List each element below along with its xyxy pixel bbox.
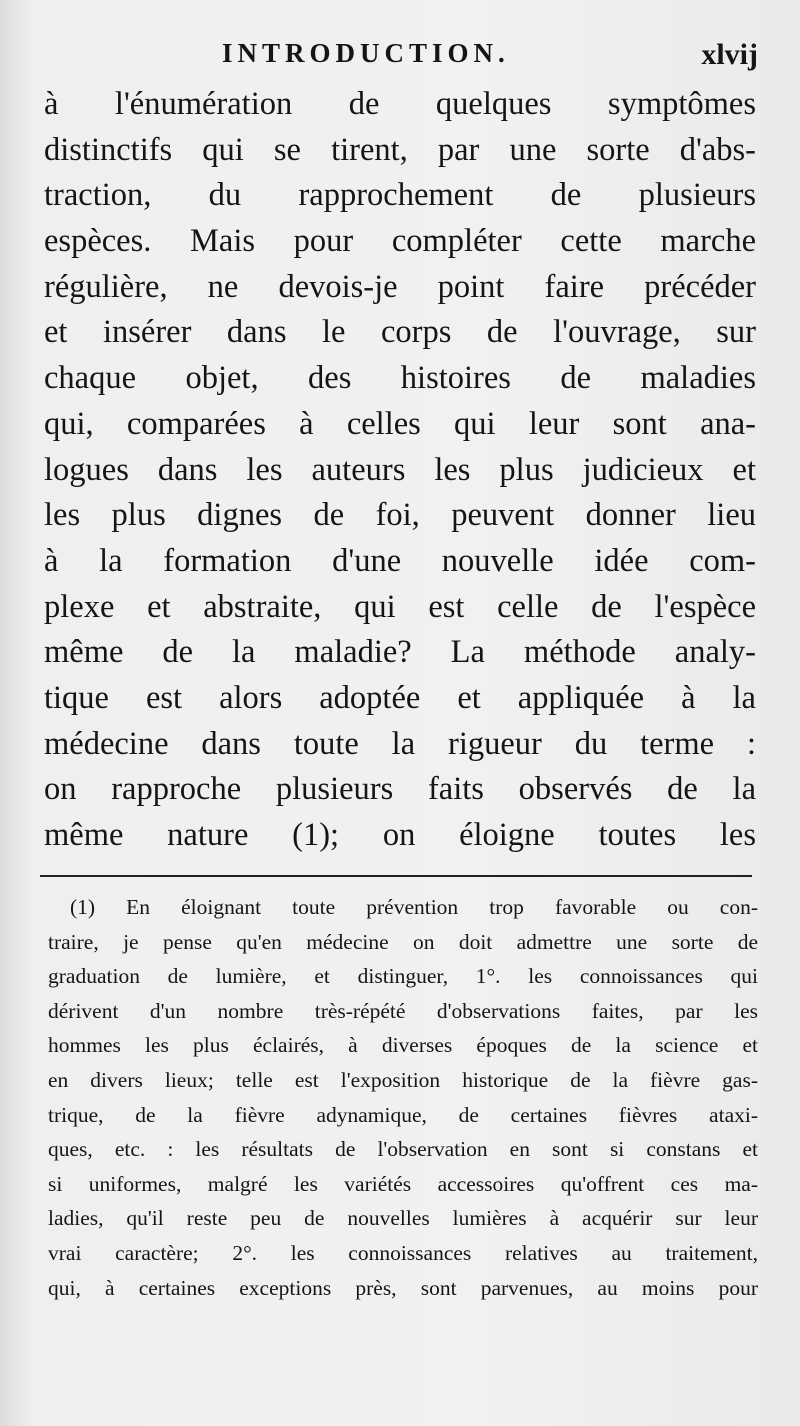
text-line: tique est alors adoptée et appliquée à la	[44, 679, 756, 716]
footnote-line: graduation de lumière, et distinguer, 1°. les connoissances qui	[48, 964, 758, 989]
text-line: médecine dans toute la rigueur du terme :	[44, 725, 756, 762]
footnote-line: en divers lieux; telle est l'exposition historique de la fièvre gas-	[48, 1067, 758, 1092]
text-line: on rapproche plusieurs faits observés de la	[44, 771, 756, 808]
footnote-line: traire, je pense qu'en médecine on doit admettre une sorte de	[48, 929, 758, 954]
page-header	[0, 38, 800, 78]
text-line: à la formation d'une nouvelle idée com-	[44, 542, 756, 579]
text-line: même nature (1); on éloigne toutes les	[44, 817, 756, 853]
footnote	[48, 890, 758, 1305]
footnote-line: dérivent d'un nombre très-répété d'observations faites, par les	[48, 998, 758, 1023]
footnote-divider	[40, 875, 752, 877]
text-line: traction, du rapprochement de plusieurs	[44, 177, 756, 214]
page-number: xlvij	[701, 38, 758, 71]
footnote-line: qui, à certaines exceptions près, sont parvenues, au moins pour	[48, 1275, 758, 1300]
text-line: même de la maladie? La méthode analy-	[44, 634, 756, 671]
text-line: logues dans les auteurs les plus judicieux et	[44, 451, 756, 488]
text-line: chaque objet, des histoires de maladies	[44, 360, 756, 397]
footnote-line: si uniformes, malgré les variétés accessoires qu'offrent ces ma-	[48, 1171, 758, 1196]
footnote-line: trique, de la fièvre adynamique, de certaines fièvres ataxi-	[48, 1102, 758, 1127]
footnote-line: ques, etc. : les résultats de l'observation en sont si constans et	[48, 1137, 758, 1162]
text-line: régulière, ne devois-je point faire précéder	[44, 268, 756, 305]
text-line: espèces. Mais pour compléter cette marche	[44, 223, 756, 260]
text-line: et insérer dans le corps de l'ouvrage, sur	[44, 314, 756, 351]
footnote-line: ladies, qu'il reste peu de nouvelles lumières à acquérir sur leur	[48, 1206, 758, 1231]
main-text	[44, 82, 756, 859]
footnote-line: vrai caractère; 2°. les connoissances relatives au traitement,	[48, 1240, 758, 1265]
footnote-line: (1) En éloignant toute prévention trop favorable ou con-	[70, 895, 758, 919]
text-line: distinctifs qui se tirent, par une sorte d'abs-	[44, 131, 756, 168]
text-line: qui, comparées à celles qui leur sont ana-	[44, 405, 756, 442]
running-title: INTRODUCTION.	[222, 38, 510, 68]
text-line: plexe et abstraite, qui est celle de l'espèce	[44, 588, 756, 625]
footnote-line: hommes les plus éclairés, à diverses époques de la science et	[48, 1033, 758, 1058]
text-line: les plus dignes de foi, peuvent donner lieu	[44, 497, 756, 534]
text-line: à l'énumération de quelques symptômes	[44, 86, 756, 122]
